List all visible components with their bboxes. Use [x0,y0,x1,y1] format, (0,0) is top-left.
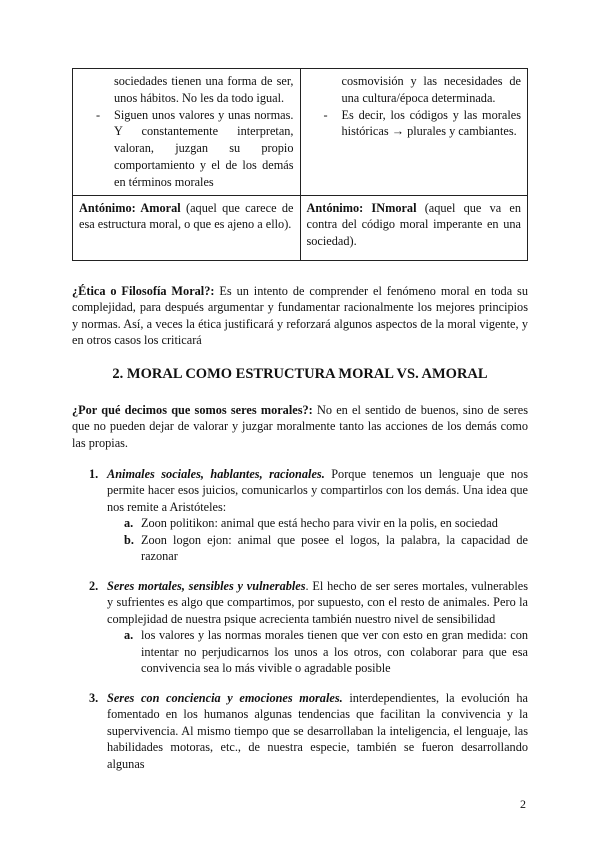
item-text: interdependientes, la evolución ha fomentado en los humanos algunas tendencias que facilitan la convivencia y la supervivencia. Al mismo tiempo que se desarrollaban la inteligencia, el lenguaje, las habilidades motoras, etc., de nuestra especie, también se fueron desarrollando algunas [107,691,528,771]
antonym-label: Antónimo: INmoral [306,200,417,215]
bullet-dash: - [323,107,328,122]
sub-item-text: los valores y las normas morales tienen que ver con esto en gran medida: con intentar no perjudicarnos los unos a los otros, con colaborar para que esa convivencia sea lo más vivible o agradable posible [141,628,528,676]
table-row [73,195,528,260]
item-title: Seres mortales, sensibles y vulnerables [107,579,306,593]
item-number: 3. [89,691,99,705]
porque-text: No en el sentido de buenos, sino de seres que no pueden dejar de valorar y juzgar moralmente tanto las acciones de los demás como las propias. [72,403,528,450]
sub-item [107,627,528,676]
numbered-item-1 [72,466,528,564]
cell-continuation: cosmovisión y las necesidades de una cultura/época determinada. [341,74,521,105]
antonym-text: (aquel que va en contra del código moral imperante en una sociedad). [306,200,521,249]
item-text: Porque tenemos un lenguaje que nos permite hacer esos juicios, comunicarlos y compartirlos con los demás. Una idea que nos remite a Aristóteles: [107,467,528,514]
antonym-inmoral-cell [300,195,528,260]
porque-label: ¿Por qué decimos que somos seres morales?: [72,403,313,417]
sub-item-text: Zoon logon ejon: animal que posee el logos, la palabra, la capacidad de razonar [141,532,528,564]
bullet-text: Es decir, los códigos y las morales históricas → plurales y cambiantes. [341,107,521,139]
sub-item-letter: a. [124,516,134,531]
cell-continuation: sociedades tienen una forma de ser, unos hábitos. No les da todo igual. [114,74,294,105]
item-title: Seres con conciencia y emociones morales. [107,691,343,705]
dash-bullet [79,107,294,191]
item-text: . El hecho de ser seres mortales, vulnerables y sufrientes es algo que compartimos, por supuesto, con el resto de animales. Pero la complejidad de nuestra psique acrecienta también nuestro nivel de sensibilidad [107,579,528,626]
antonym-label: Antónimo: Amoral [79,200,181,215]
numbered-item-2 [72,578,528,676]
table-cell-left [73,69,301,196]
numbered-item-3 [72,690,528,772]
sub-item-letter: a. [124,628,134,643]
page-number: 2 [520,797,526,811]
item-title: Animales sociales, hablantes, racionales. [107,467,325,481]
dash-bullet [307,107,522,141]
sub-item-text: Zoon politikon: animal que está hecho para vivir en la polis, en sociedad [141,516,498,531]
sub-item-letter: b. [124,532,134,547]
antonym-amoral-cell [73,195,301,260]
item-number: 1. [89,467,99,481]
comparison-table [72,68,528,261]
porque-paragraph [72,402,528,451]
etica-label: ¿Ética o Filosofía Moral?: [72,284,215,298]
bullet-text: Siguen unos valores y unas normas. Y constantemente interpretan, valoran, juzgan su propio comportamiento y el de los demás en términos morales [114,107,294,189]
etica-text: Es un intento de comprender el fenómeno moral en toda su complejidad, para después argumentar y fundamentar racionalmente los mejores principios y normas. Así, a veces la ética justificará y reforzará algunos aspectos de la moral vigente, y en otros casos los criticará [72,284,528,348]
table-cell-right [300,69,528,196]
etica-paragraph [72,283,528,349]
table-row [73,69,528,196]
sub-item [107,515,528,531]
bullet-dash: - [96,107,101,122]
section-heading: 2. MORAL COMO ESTRUCTURA MORAL VS. AMORAL [112,366,488,382]
sub-item [107,532,528,565]
item-number: 2. [89,579,99,593]
antonym-text: (aquel que carece de esa estructura moral, o que es ajeno a ello). [79,200,294,232]
